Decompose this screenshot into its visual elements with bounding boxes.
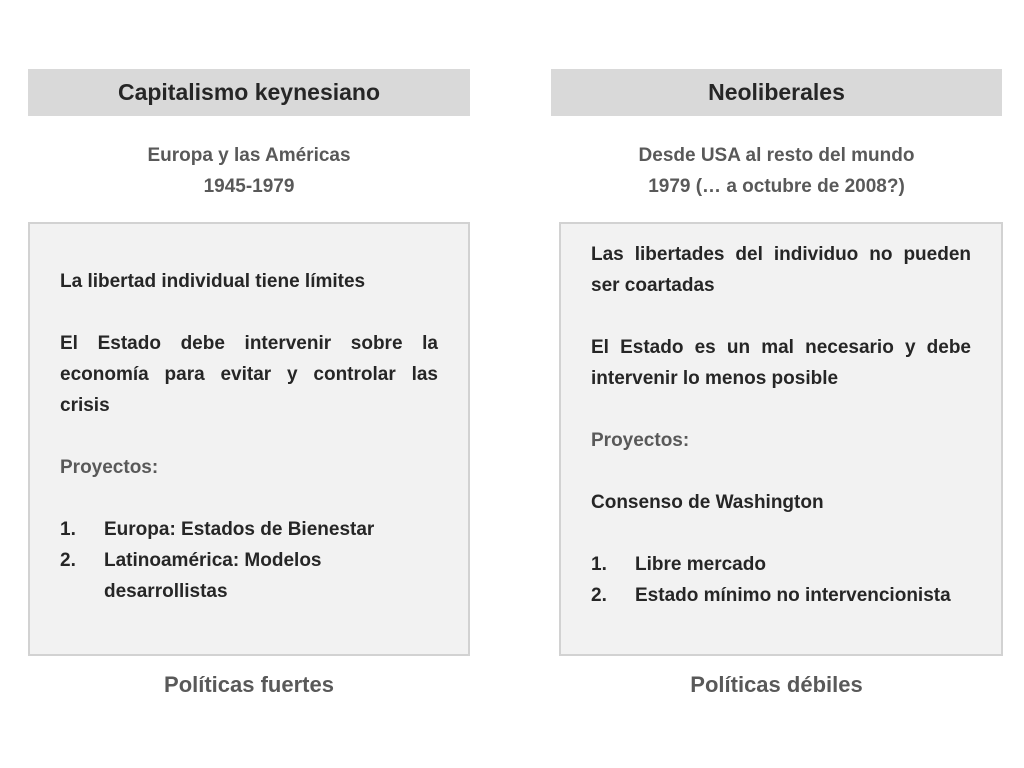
list-item: [591, 580, 971, 611]
neoliberal-projects-list: [591, 549, 971, 611]
keynesian-period: 1945-1979: [203, 176, 295, 197]
list-item: [591, 549, 971, 580]
list-text: Estado mínimo no intervencionista: [635, 585, 951, 606]
neoliberal-footer: Políticas débiles: [690, 672, 863, 697]
keynesian-footer: Políticas fuertes: [164, 672, 334, 697]
keynesian-statement-liberty: La libertad individual tiene límites: [60, 271, 366, 292]
list-text: Libre mercado: [635, 554, 766, 575]
list-number: 2.: [60, 550, 76, 571]
neoliberal-projects-label: Proyectos:: [591, 430, 690, 451]
neoliberal-subtitle: [551, 140, 1002, 202]
neoliberal-statement-state: El Estado es un mal necesario y debe intervenir lo menos posible: [591, 337, 971, 389]
list-item: [60, 514, 438, 545]
keynesian-subtitle: [28, 140, 470, 202]
list-number: 1.: [591, 554, 607, 575]
neoliberal-region: Desde USA al resto del mundo: [638, 145, 915, 166]
keynesian-region: Europa y las Américas: [147, 145, 351, 166]
keynesian-header: Capitalismo keynesiano: [28, 69, 470, 116]
keynesian-projects-label: Proyectos:: [60, 457, 159, 478]
list-item: [60, 545, 438, 607]
neoliberal-header: Neoliberales: [551, 69, 1002, 116]
list-text: Latinoamérica: Modelos desarrollistas: [104, 550, 322, 602]
neoliberal-period: 1979 (… a octubre de 2008?): [648, 176, 905, 197]
keynesian-statement-state: El Estado debe intervenir sobre la economía para evitar y controlar las crisis: [60, 333, 438, 416]
keynesian-projects-list: [60, 514, 438, 607]
list-text: Europa: Estados de Bienestar: [104, 519, 375, 540]
neoliberal-project-name: Consenso de Washington: [591, 492, 824, 513]
keynesian-panel: [28, 222, 470, 656]
list-number: 1.: [60, 519, 76, 540]
list-number: 2.: [591, 585, 607, 606]
neoliberal-statement-liberty: Las libertades del individuo no pueden ser coartadas: [591, 244, 971, 296]
neoliberal-panel: [559, 222, 1003, 656]
